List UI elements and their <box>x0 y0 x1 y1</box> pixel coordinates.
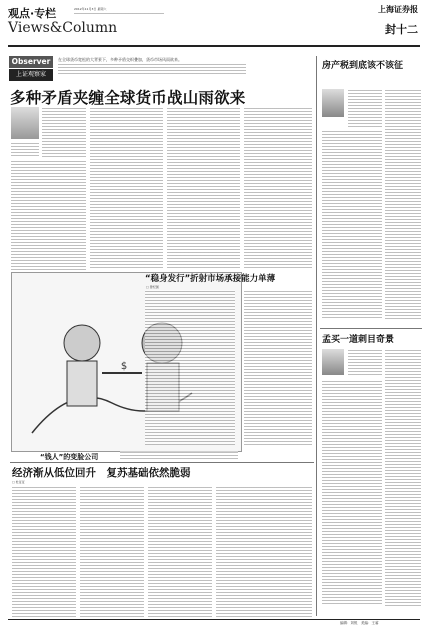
right1-author-photo <box>322 89 344 117</box>
article3-headline: 经济渐从低位回升 复苏基础依然脆弱 <box>12 467 191 479</box>
right1-col-2 <box>385 89 421 320</box>
right2-author-photo <box>322 349 344 375</box>
author-photo <box>11 107 39 139</box>
lead-headline: 多种矛盾夹缠全球货币战山雨欲来 <box>10 89 246 107</box>
article3-top-rule <box>10 462 314 463</box>
article3-col-1 <box>12 486 76 618</box>
paper-name: 上海证券报 <box>378 4 418 14</box>
lead-col-2 <box>90 107 163 270</box>
footer-rule <box>8 619 420 620</box>
lead-col-3 <box>167 107 240 270</box>
mid-col-upper <box>244 107 312 270</box>
right1-col-1 <box>348 89 382 127</box>
cartoon-caption: “钱人”的变脸公司 <box>40 453 99 461</box>
right-section-rule <box>320 328 422 329</box>
observer-tag <box>9 56 53 84</box>
right1-col-1b <box>322 130 382 320</box>
article3-col-3 <box>148 486 212 618</box>
article2-headline: “稳身发行”折射市场承接能力单薄 <box>145 274 276 284</box>
lead-col-1a <box>42 107 86 157</box>
masthead-rule <box>8 45 420 47</box>
article3-byline: □ 杜征征 <box>12 480 25 484</box>
mid-col-2 <box>244 290 312 445</box>
page-number: 封十二 <box>385 23 418 36</box>
observer-tag-cn: 上证观察家 <box>9 69 53 81</box>
observer-tag-en: Observer <box>9 56 53 68</box>
date-line: 2012年11月3日 星期六 <box>74 7 107 11</box>
svg-text:$: $ <box>120 361 128 372</box>
right1-headline: 房产税到底该不该征 <box>322 61 404 71</box>
right2-col-2 <box>385 349 421 606</box>
right2-col-1a <box>348 349 382 377</box>
article2-byline: □ 曾纪国 <box>146 285 159 289</box>
footer-label: 编辑：刘锐 美编：王睿 <box>340 621 379 625</box>
masthead-info-lines <box>74 12 164 16</box>
article3-col-4 <box>216 486 312 618</box>
cartoon-credit <box>120 451 238 459</box>
right2-col-1 <box>322 380 382 606</box>
article3-col-2 <box>80 486 144 618</box>
observer-intro: 在全球货币宽松的大背景下，多种矛盾交织叠加，货币市场风雨欲来。 <box>58 57 182 62</box>
right2-headline: 孟买一道刺目奇景 <box>322 335 395 345</box>
masthead <box>8 4 420 44</box>
section-title-en: Views&Column <box>8 20 118 36</box>
author-bio <box>11 142 39 156</box>
section-title-cn: 观点·专栏 <box>8 7 57 20</box>
vertical-divider <box>316 56 317 616</box>
observer-intro-lines <box>58 63 246 75</box>
lead-col-1 <box>11 160 86 270</box>
